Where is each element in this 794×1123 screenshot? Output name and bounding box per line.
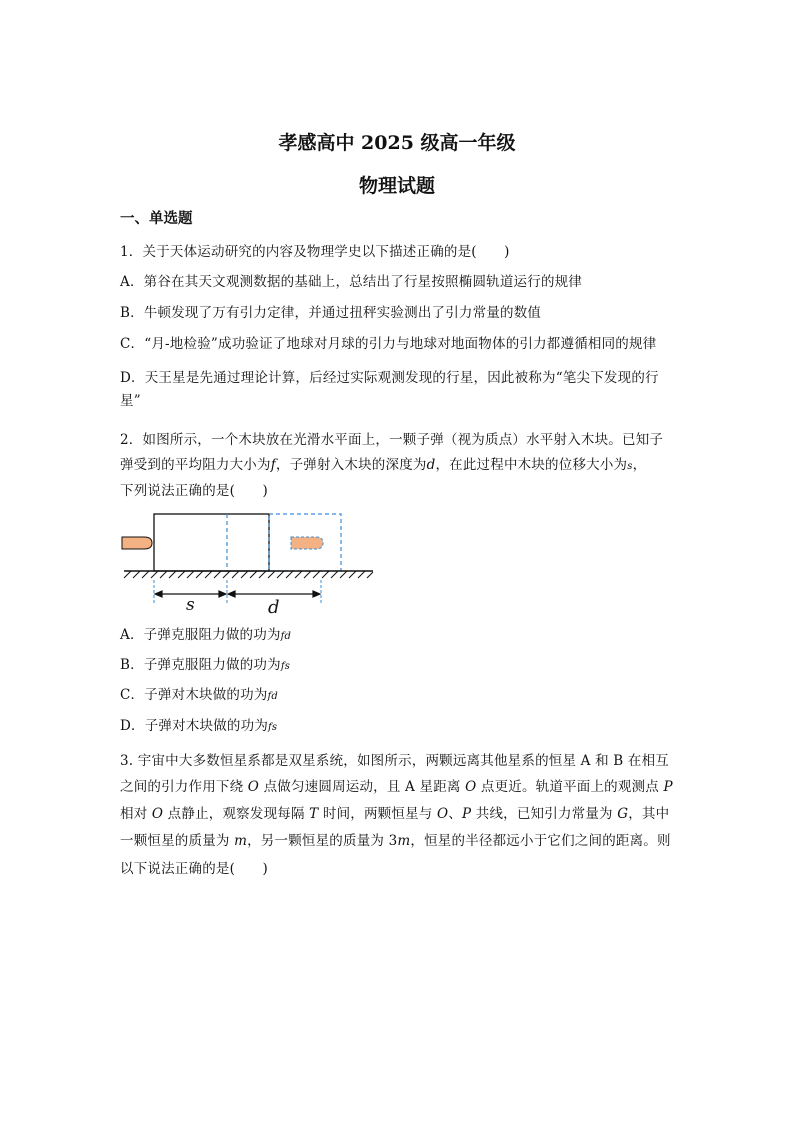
bullet (122, 537, 152, 549)
q1-option-b: B．牛顿发现了万有引力定律，并通过扭秤实验测出了引力常量的数值 (120, 305, 542, 321)
q2-option-b: B．子弹克服阻力做的功为fs (120, 657, 291, 673)
dimension-guides (154, 580, 321, 604)
page-subtitle: 物理试题 (358, 175, 435, 197)
q2-figure (118, 508, 380, 620)
label-d: d (268, 597, 280, 618)
q1-stem: 1．关于天体运动研究的内容及物理学史以下描述正确的是( ) (120, 244, 510, 260)
section-heading: 一、单选题 (120, 210, 193, 227)
q2-option-a: A．子弹克服阻力做的功为fd (120, 627, 292, 643)
q3-stem-line2: 之间的引力作用下绕 O 点做匀速圆周运动，且 A 星距离 O 点更近。轨道平面上的观测点 P (120, 779, 673, 795)
q3-stem-line1: 3. 宇宙中大多数恒星系都是双星系统，如图所示，两颗远离其他星系的恒星 A 和 B 在相互 (120, 753, 670, 769)
bullet-final-position (291, 537, 323, 549)
q1-option-d-line1: D．天王星是先通过理论计算，后经过实际观测发现的行星，因此被称为“笔尖下发现的行 (120, 370, 659, 386)
q3-stem-line3: 相对 O 点静止，观察发现每隔 T 时间，两颗恒星与 O、P 共线，已知引力常量为 G，其中 (120, 806, 670, 822)
q2-option-c: C．子弹对木块做的功为fd (120, 687, 279, 703)
q1-option-a: A．第谷在其天文观测数据的基础上，总结出了行星按照椭圆轨道运行的规律 (120, 274, 583, 290)
page-title: 孝感高中 2025 级高一年级 (278, 132, 516, 154)
q2-stem-line1: 2．如图所示，一个木块放在光滑水平面上，一颗子弹（视为质点）水平射入木块。已知子 (120, 432, 664, 448)
wooden-block (154, 514, 269, 571)
label-s: s (186, 595, 195, 615)
ground-hatching (124, 571, 373, 578)
q2-stem-line3: 下列说法正确的是( ) (120, 483, 268, 499)
q1-option-d-line2: 星” (120, 393, 141, 409)
dimension-arrows (155, 591, 320, 597)
q3-stem-line4: 一颗恒星的质量为 m，另一颗恒星的质量为 3m，恒星的半径都远小于它们之间的距离。则 (120, 833, 671, 849)
q3-stem-line5: 以下说法正确的是( ) (120, 861, 268, 877)
q1-option-c: C．“月-地检验”成功验证了地球对月球的引力与地球对地面物体的引力都遵循相同的规律 (120, 336, 657, 352)
q2-stem-line2: 弹受到的平均阻力大小为f，子弹射入木块的深度为d，在此过程中木块的位移大小为s， (120, 457, 647, 473)
q2-option-d: D．子弹对木块做的功为fs (120, 718, 278, 734)
